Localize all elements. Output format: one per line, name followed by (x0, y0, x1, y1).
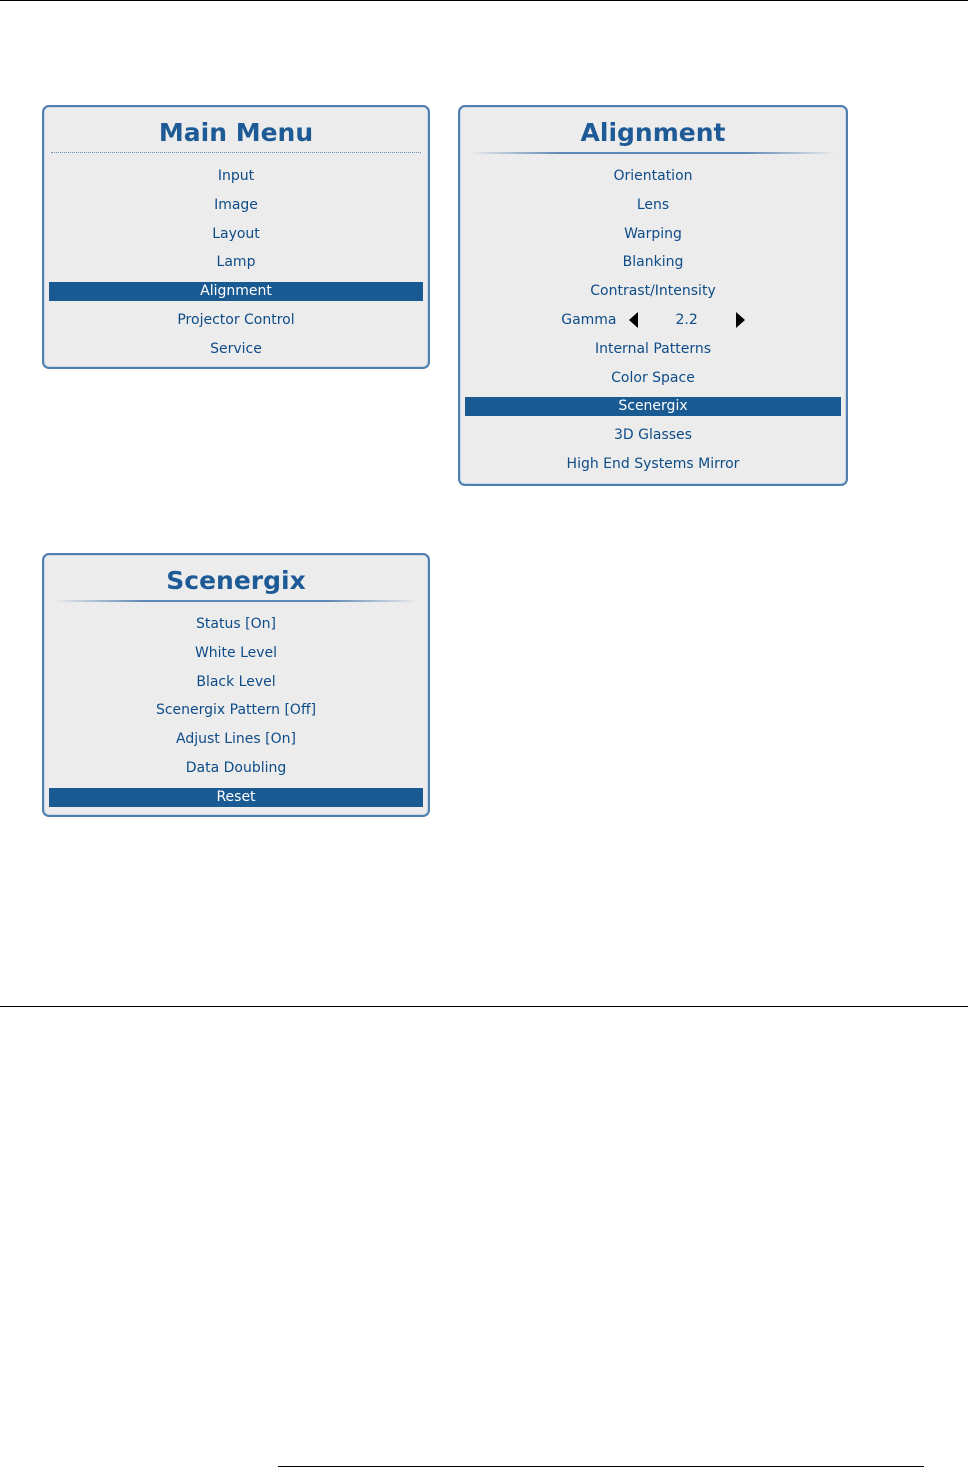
section-rule (0, 1006, 968, 1007)
menu-item-scenergix-pattern[interactable]: Scenergix Pattern [Off] (155, 702, 317, 719)
menu-item-status[interactable]: Status [On] (196, 616, 276, 632)
menu-item-adjust-lines[interactable]: Adjust Lines [On] (176, 731, 296, 748)
menu-item-reset[interactable]: Reset (49, 788, 423, 807)
main-menu-panel (42, 105, 430, 369)
menu-item-lens[interactable]: Lens (636, 196, 670, 213)
gamma-value: 2.2 (675, 311, 698, 328)
menu-item-color-space[interactable]: Color Space (611, 369, 695, 386)
menu-item-3d-glasses[interactable]: 3D Glasses (614, 427, 692, 444)
menu-item-alignment[interactable]: Alignment (49, 282, 423, 301)
menu-item-image[interactable]: Image (214, 196, 258, 213)
menu-item-blanking[interactable]: Blanking (622, 254, 684, 271)
menu-item-service[interactable]: Service (210, 340, 262, 357)
main-menu-list (44, 162, 428, 364)
alignment-menu-panel (458, 105, 848, 486)
scenergix-menu-list (44, 610, 428, 812)
alignment-menu-title: Alignment (580, 118, 726, 147)
menu-item-scenergix[interactable]: Scenergix (465, 397, 841, 416)
menu-item-contrast-intensity[interactable]: Contrast/Intensity (590, 283, 716, 300)
main-menu-title: Main Menu (158, 118, 314, 147)
title-separator (51, 152, 421, 153)
menu-item-layout[interactable]: Layout (212, 225, 260, 242)
menu-item-input[interactable]: Input (217, 168, 255, 184)
menu-item-projector-control[interactable]: Projector Control (177, 311, 295, 328)
gamma-label: Gamma (561, 311, 617, 328)
title-separator (54, 600, 418, 602)
menu-item-orientation[interactable]: Orientation (613, 168, 693, 184)
menu-item-data-doubling[interactable]: Data Doubling (185, 759, 287, 776)
alignment-menu-list (460, 162, 846, 479)
menu-item-white-level[interactable]: White Level (194, 644, 278, 661)
menu-item-high-end-systems-mirror[interactable]: High End Systems Mirror (566, 455, 740, 472)
title-separator (470, 152, 836, 154)
menu-item-black-level[interactable]: Black Level (196, 673, 276, 690)
arrow-left-icon[interactable] (629, 312, 638, 328)
footer-rule (278, 1466, 924, 1467)
scenergix-menu-panel (42, 553, 430, 817)
gamma-setting[interactable] (460, 306, 846, 335)
menu-item-internal-patterns[interactable]: Internal Patterns (594, 340, 712, 357)
scenergix-menu-title: Scenergix (166, 566, 306, 595)
menu-item-lamp[interactable]: Lamp (216, 254, 256, 271)
menu-item-warping[interactable]: Warping (624, 225, 682, 242)
top-rule (0, 0, 968, 1)
arrow-right-icon[interactable] (736, 312, 745, 328)
